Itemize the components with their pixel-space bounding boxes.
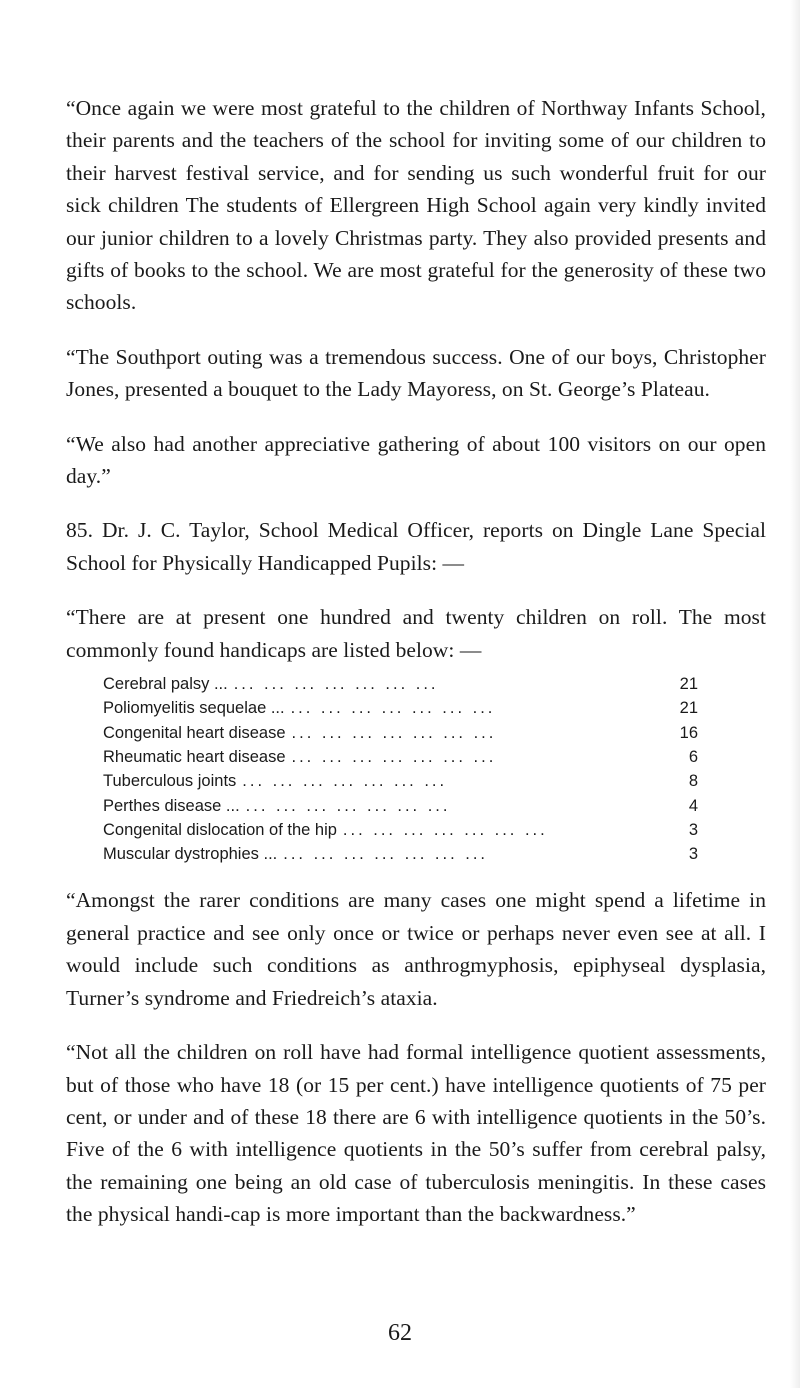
handicap-count: 8 [688, 772, 698, 791]
handicap-count: 4 [688, 796, 698, 815]
handicap-count: 6 [688, 747, 698, 766]
handicap-label: Poliomyelitis sequelae ... [103, 699, 285, 718]
dot-leader: ... ... ... ... ... ... ... [233, 675, 439, 694]
table-row [103, 842, 698, 866]
dot-leader: ... ... ... ... ... ... ... [290, 699, 496, 718]
handicap-label: Perthes disease ... [103, 796, 240, 815]
dot-leader: ... ... ... ... ... ... ... [242, 772, 448, 791]
handicap-label: Congenital dislocation of the hip [103, 820, 337, 839]
paragraph-children-on-roll: “There are at present one hundred and twenty children on roll. The most commonly found handicaps are listed below: — [66, 605, 766, 662]
dot-leader: ... ... ... ... ... ... ... [291, 723, 497, 742]
page-edge-shadow [790, 0, 800, 1388]
table-row [103, 721, 698, 745]
handicaps-table [103, 672, 698, 866]
dot-leader: ... ... ... ... ... ... ... [291, 747, 497, 766]
handicap-label: Tuberculous joints [103, 772, 237, 791]
handicap-count: 21 [679, 699, 698, 718]
table-row [103, 696, 698, 720]
paragraph-intelligence-quotients: “Not all the children on roll have had formal intelligence quotient assessments, but of those who have 18 (or 15 per cent.) have intelligence quotients of 75 per cent, or under and of these 18 there are 6 with intelligence quotients in the 50’s. Five of the 6 with intelligence quotients in the 50’s suffer from cerebral palsy, the remaining one being an old case of tuberculosis meningitis. In these cases the physical handi-cap is more important than the backwardness.” [66, 1040, 766, 1227]
handicap-label: Rheumatic heart disease [103, 747, 286, 766]
paragraph-southport-outing: “The Southport outing was a tremendous success. One of our boys, Christopher Jones, presented a bouquet to the Lady Mayoress, on St. George’s Plateau. [66, 344, 766, 402]
handicap-label: Muscular dystrophies ... [103, 845, 278, 864]
table-row [103, 672, 698, 696]
handicap-label: Congenital heart disease [103, 723, 286, 742]
paragraph-northway-infants: “Once again we were most grateful to the children of Northway Infants School, their parents and the teachers of the school for inviting some of our children to their harvest festival service, and for sending us such wonderful fruit for our sick children The students of Ellergreen High School again very kindly invited our junior children to a lovely Christmas party. They also provided presents and gifts of books to the school. We are most grateful for the generosity of these two schools. [66, 96, 766, 315]
handicap-count: 21 [679, 675, 698, 694]
table-row [103, 818, 698, 842]
table-row [103, 769, 698, 793]
dot-leader: ... ... ... ... ... ... ... [283, 845, 489, 864]
handicap-count: 16 [679, 723, 698, 742]
table-row [103, 745, 698, 769]
table-row [103, 794, 698, 818]
page-number: 62 [388, 1320, 412, 1346]
handicap-count: 3 [688, 820, 698, 839]
document-page [66, 92, 766, 1253]
paragraph-open-day: “We also had another appreciative gathering of about 100 visitors on our open day.” [66, 431, 766, 489]
paragraph-dingle-lane-report: 85. Dr. J. C. Taylor, School Medical Officer, reports on Dingle Lane Special School for Physically Handicapped Pupils: — [66, 518, 766, 575]
handicap-label: Cerebral palsy ... [103, 675, 228, 694]
dot-leader: ... ... ... ... ... ... ... [245, 796, 451, 815]
paragraph-rarer-conditions: “Amongst the rarer conditions are many cases one might spend a lifetime in general practice and see only once or twice or perhaps never even see at all. I would include such conditions as anthrogmyphosis, epiphyseal dysplasia, Turner’s syndrome and Friedreich’s ataxia. [66, 888, 766, 1010]
handicap-count: 3 [688, 845, 698, 864]
dot-leader: ... ... ... ... ... ... ... [342, 820, 548, 839]
